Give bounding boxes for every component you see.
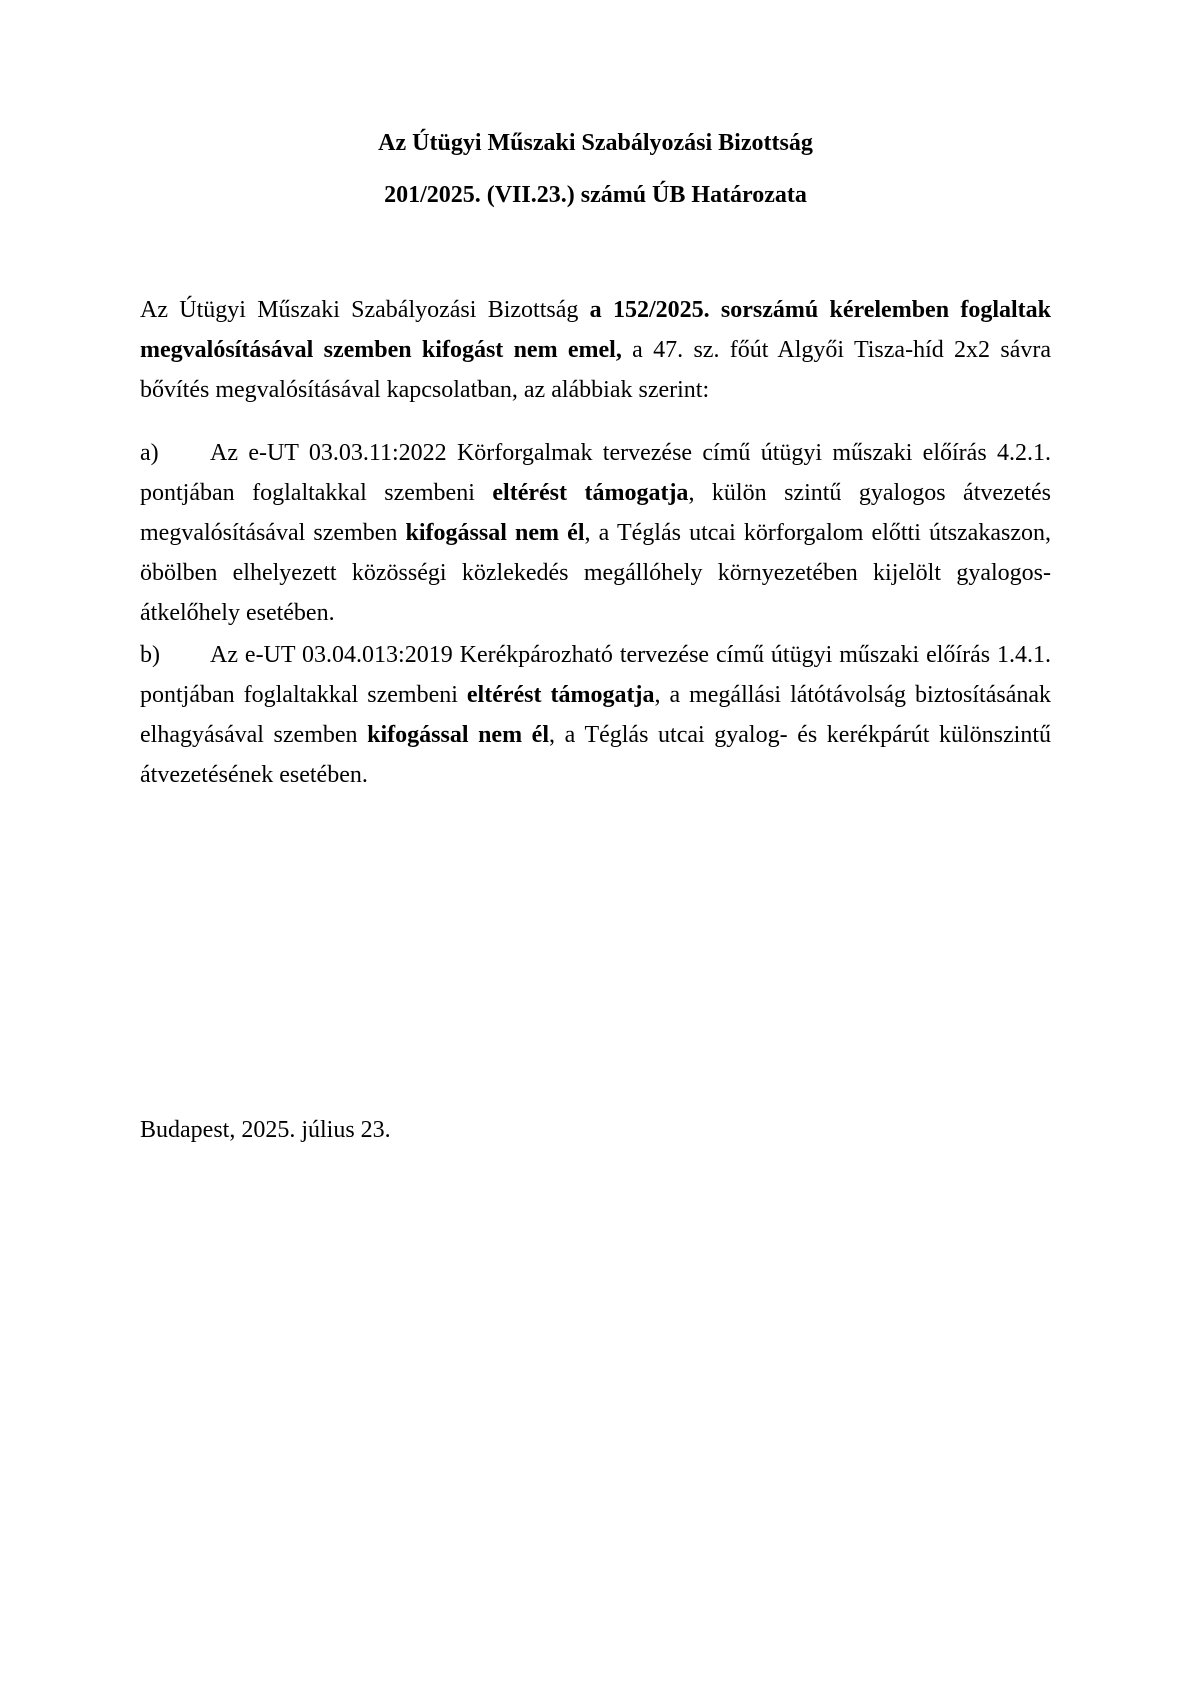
text-run: , külön szintű gyalogos átvezetés megvalósításával szemben: [140, 480, 1051, 546]
intro-paragraph: [140, 290, 1051, 410]
text-run: , a megállási látótávolság biztosításának elhagyásával szemben: [140, 682, 1051, 748]
text-run: Az e-UT 03.04.013:2019 Kerékpározható tervezése című útügyi műszaki előírás 1.4.1. pontjában foglaltakkal szembeni: [140, 642, 1051, 708]
item-a-text: [140, 440, 1051, 626]
item-a-label: a): [140, 440, 159, 466]
document-title-line-1: Az Útügyi Műszaki Szabályozási Bizottság: [378, 130, 813, 156]
text-run: , a Téglás utcai gyalog- és kerékpárút különszintű átvezetésének esetében.: [140, 722, 1052, 788]
text-run: a 47. sz. főút Algyői Tisza-híd 2x2 sávra bővítés megvalósításával kapcsolatban, az alábbiak szerint:: [140, 337, 1051, 403]
bold-text-run: kifogással nem él: [405, 520, 585, 546]
item-b-text: [140, 642, 1051, 788]
text-run: Az e-UT 03.03.11:2022 Körforgalmak tervezése című útügyi műszaki előírás 4.2.1. pontjában foglaltakkal szembeni: [140, 440, 1051, 506]
text-run: Az Útügyi Műszaki Szabályozási Bizottság: [140, 297, 590, 323]
bold-text-run: kifogással nem él: [367, 722, 550, 748]
bold-text-run: eltérést támogatja: [492, 480, 689, 506]
place-and-date-line: Budapest, 2025. július 23.: [140, 1117, 391, 1143]
bold-text-run: eltérést támogatja: [466, 682, 655, 708]
item-b-label: b): [140, 642, 160, 668]
text-run: , a Téglás utcai körforgalom előtti útszakaszon, öbölben elhelyezett közösségi közlekedés megállóhely környezetében kijelölt gyalogos-átkelőhely esetében.: [140, 520, 1051, 626]
document-title-line-2: 201/2025. (VII.23.) számú ÚB Határozata: [384, 182, 807, 208]
bold-text-run: a 152/2025. sorszámú kérelemben foglaltak megvalósításával szemben kifogást nem emel,: [140, 297, 1051, 363]
resolution-item-a: [140, 433, 1051, 633]
resolution-item-b: [140, 635, 1051, 795]
